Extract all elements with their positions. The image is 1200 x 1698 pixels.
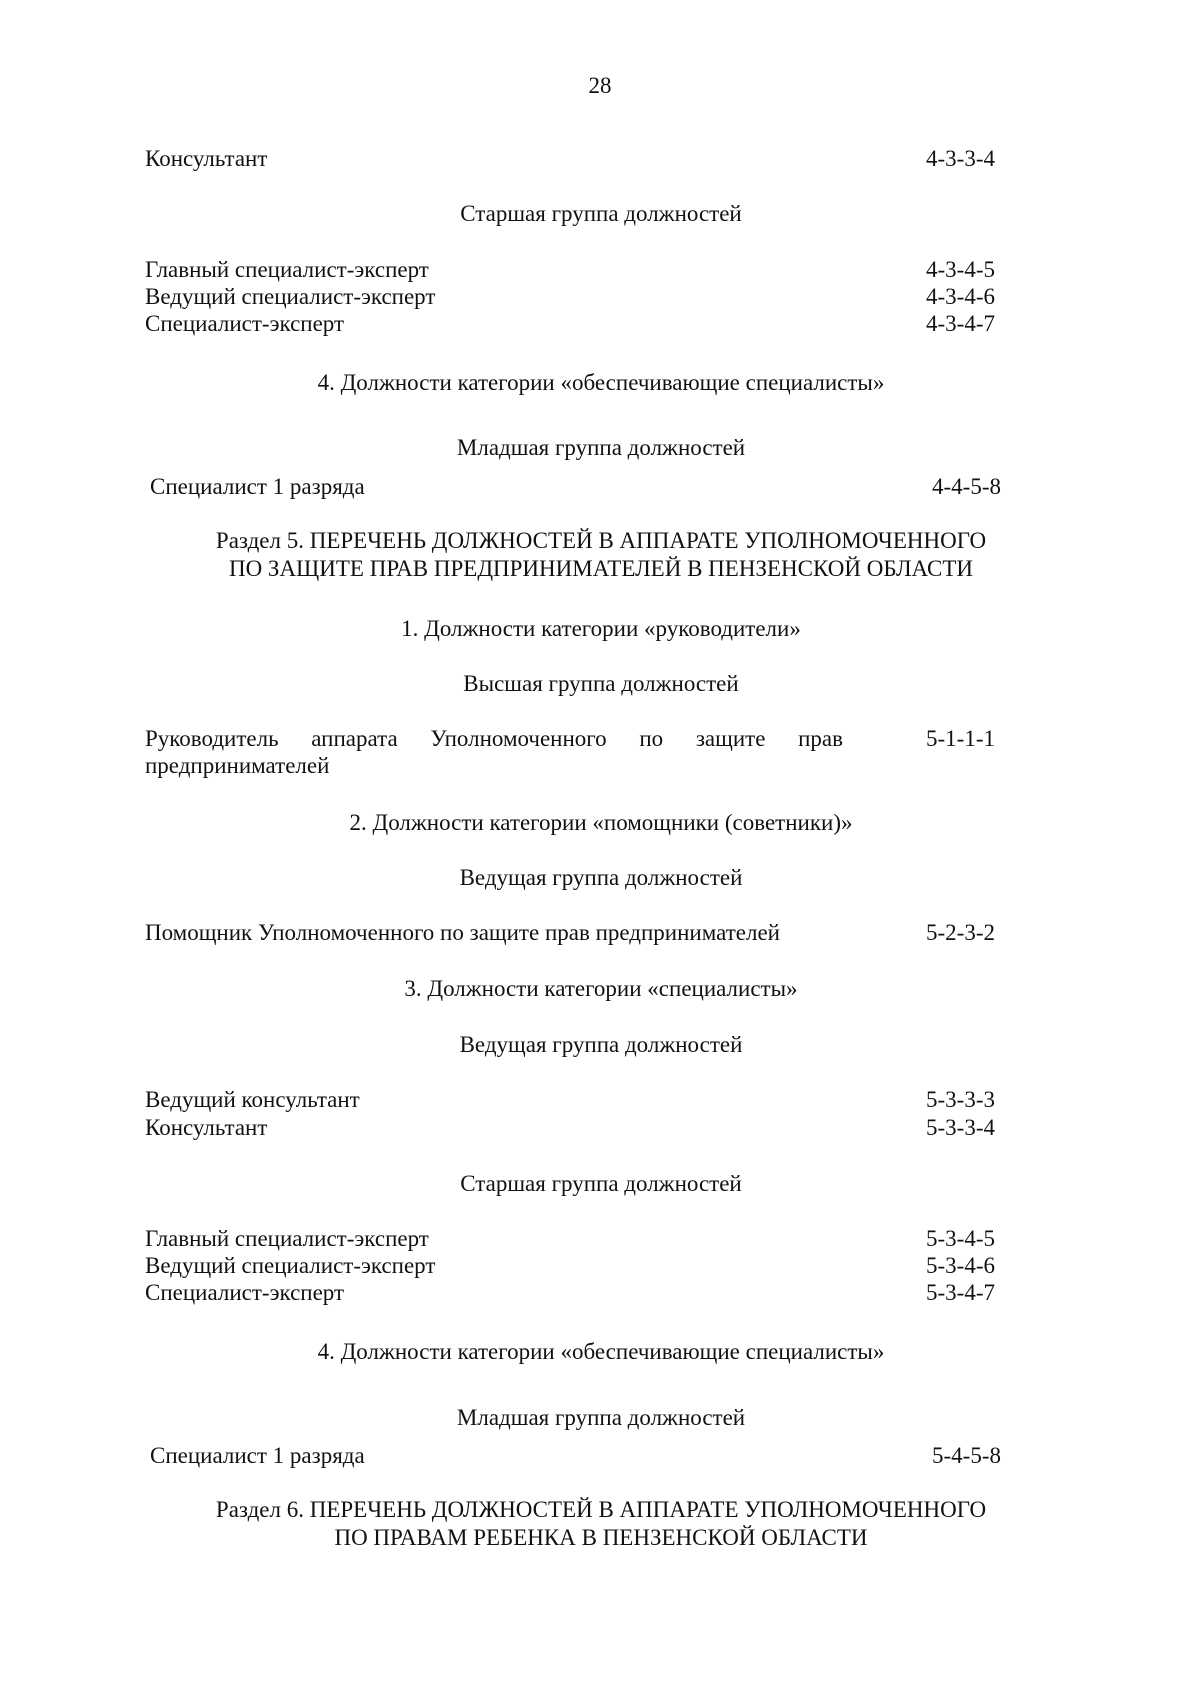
position-title: Специалист-эксперт	[145, 311, 345, 336]
position-code: 5-3-3-3	[926, 1087, 995, 1112]
position-code: 4-3-4-5	[926, 257, 995, 282]
section-6-heading	[145, 1496, 1057, 1552]
position-code: 4-3-4-7	[926, 311, 995, 336]
position-code: 5-3-4-6	[926, 1253, 995, 1278]
section-heading-line: ПО ЗАЩИТЕ ПРАВ ПРЕДПРИНИМАТЕЛЕЙ В ПЕНЗЕНСКОЙ ОБЛАСТИ	[228, 556, 974, 581]
group-heading: Младшая группа должностей	[456, 435, 746, 460]
position-title: Консультант	[145, 1115, 268, 1140]
section-heading-line: Раздел 6. ПЕРЕЧЕНЬ ДОЛЖНОСТЕЙ В АППАРАТЕ УПОЛНОМОЧЕННОГО	[215, 1497, 987, 1522]
category-heading: 4. Должности категории «обеспечивающие специалисты»	[317, 1339, 885, 1364]
page-number: 28	[588, 73, 612, 98]
position-code: 5-2-3-2	[926, 920, 995, 945]
group-heading: Старшая группа должностей	[460, 201, 742, 226]
position-code: 5-3-4-7	[926, 1280, 995, 1305]
position-title: Ведущий специалист-эксперт	[145, 284, 436, 309]
section-heading-line: Раздел 5. ПЕРЕЧЕНЬ ДОЛЖНОСТЕЙ В АППАРАТЕ УПОЛНОМОЧЕННОГО	[215, 528, 987, 553]
position-code: 5-3-4-5	[926, 1226, 995, 1251]
position-title: Специалист 1 разряда	[150, 1443, 365, 1468]
position-title: Главный специалист-эксперт	[145, 1226, 429, 1251]
position-title: Руководитель аппарата Уполномоченного по защите прав	[145, 726, 843, 751]
group-heading: Ведущая группа должностей	[459, 1032, 743, 1057]
section-heading-line: ПО ПРАВАМ РЕБЕНКА В ПЕНЗЕНСКОЙ ОБЛАСТИ	[334, 1525, 868, 1550]
group-heading: Высшая группа должностей	[463, 671, 739, 696]
group-heading: Ведущая группа должностей	[459, 865, 743, 890]
group-heading: Младшая группа должностей	[456, 1405, 746, 1430]
position-title: Ведущий консультант	[145, 1087, 360, 1112]
position-code: 4-4-5-8	[932, 474, 1001, 499]
section-5-heading	[145, 527, 1057, 583]
category-heading: 4. Должности категории «обеспечивающие специалисты»	[317, 370, 885, 395]
position-title: Помощник Уполномоченного по защите прав предпринимателей	[145, 920, 780, 945]
position-code: 5-1-1-1	[926, 726, 995, 751]
position-title: Специалист 1 разряда	[150, 474, 365, 499]
position-code: 4-3-3-4	[926, 146, 995, 171]
position-title-continuation: предпринимателей	[145, 753, 330, 778]
position-code: 5-4-5-8	[932, 1443, 1001, 1468]
position-code: 4-3-4-6	[926, 284, 995, 309]
category-heading: 3. Должности категории «специалисты»	[404, 976, 798, 1001]
position-title: Главный специалист-эксперт	[145, 257, 429, 282]
group-heading: Старшая группа должностей	[460, 1171, 742, 1196]
category-heading: 1. Должности категории «руководители»	[401, 616, 801, 641]
position-code: 5-3-3-4	[926, 1115, 995, 1140]
category-heading: 2. Должности категории «помощники (советники)»	[349, 810, 853, 835]
position-title: Специалист-эксперт	[145, 1280, 345, 1305]
position-title: Консультант	[145, 146, 268, 171]
position-title: Ведущий специалист-эксперт	[145, 1253, 436, 1278]
